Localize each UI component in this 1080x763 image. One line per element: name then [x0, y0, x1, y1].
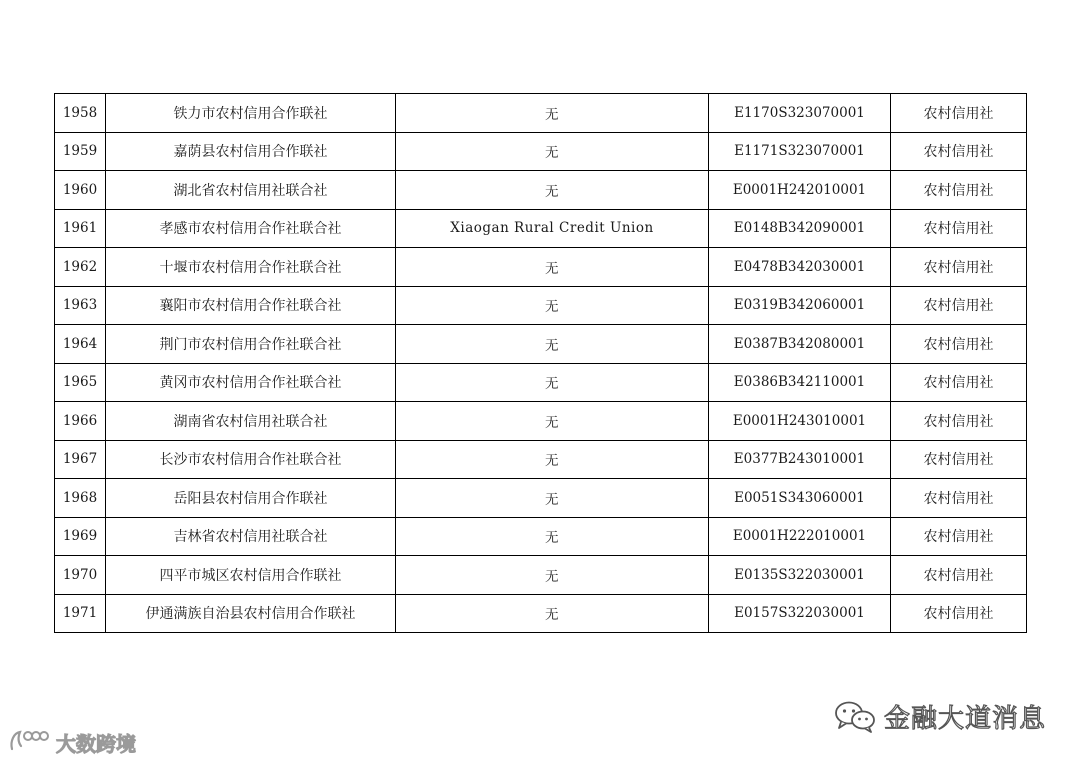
table-row	[55, 517, 1027, 556]
institution-name: 嘉荫县农村信用合作联社	[106, 132, 396, 171]
wechat-icon	[832, 699, 878, 733]
institution-name: 四平市城区农村信用合作联社	[106, 556, 396, 595]
institution-name: 荆门市农村信用合作社联合社	[106, 325, 396, 364]
watermark-wechat	[832, 694, 1046, 738]
institution-name: 孝感市农村信用合作社联合社	[106, 209, 396, 248]
table-row	[55, 402, 1027, 441]
institution-name: 襄阳市农村信用合作社联合社	[106, 286, 396, 325]
institution-code: E0001H222010001	[709, 517, 891, 556]
english-name: 无	[396, 363, 709, 402]
institution-name: 湖南省农村信用社联合社	[106, 402, 396, 441]
table-body	[55, 94, 1027, 633]
table-row	[55, 286, 1027, 325]
table-row	[55, 209, 1027, 248]
institution-type: 农村信用社	[891, 248, 1027, 287]
institution-type: 农村信用社	[891, 402, 1027, 441]
institution-type: 农村信用社	[891, 556, 1027, 595]
table-row	[55, 594, 1027, 633]
institution-type: 农村信用社	[891, 594, 1027, 633]
institution-code: E0157S322030001	[709, 594, 891, 633]
institution-type: 农村信用社	[891, 132, 1027, 171]
table-row	[55, 171, 1027, 210]
english-name: 无	[396, 286, 709, 325]
institution-name: 湖北省农村信用社联合社	[106, 171, 396, 210]
institution-type: 农村信用社	[891, 517, 1027, 556]
watermark-right-text: 金融大道消息	[884, 703, 1047, 734]
row-number: 1968	[55, 479, 106, 518]
english-name: 无	[396, 94, 709, 133]
institution-type: 农村信用社	[891, 286, 1027, 325]
table-row	[55, 94, 1027, 133]
institution-type: 农村信用社	[891, 479, 1027, 518]
row-number: 1960	[55, 171, 106, 210]
row-number: 1958	[55, 94, 106, 133]
english-name: 无	[396, 594, 709, 633]
english-name: 无	[396, 517, 709, 556]
institution-code: E0478B342030001	[709, 248, 891, 287]
institution-name: 长沙市农村信用合作社联合社	[106, 440, 396, 479]
institution-table	[54, 93, 1027, 633]
row-number: 1965	[55, 363, 106, 402]
institution-code: E0148B342090001	[709, 209, 891, 248]
institution-code: E0051S343060001	[709, 479, 891, 518]
english-name: 无	[396, 556, 709, 595]
english-name: 无	[396, 402, 709, 441]
logo-icon	[8, 727, 52, 757]
institution-code: E0377B243010001	[709, 440, 891, 479]
institution-code: E0319B342060001	[709, 286, 891, 325]
institution-type: 农村信用社	[891, 440, 1027, 479]
english-name: Xiaogan Rural Credit Union	[396, 209, 709, 248]
institution-type: 农村信用社	[891, 209, 1027, 248]
institution-type: 农村信用社	[891, 325, 1027, 364]
english-name: 无	[396, 248, 709, 287]
row-number: 1961	[55, 209, 106, 248]
english-name: 无	[396, 440, 709, 479]
table-row	[55, 363, 1027, 402]
institution-type: 农村信用社	[891, 94, 1027, 133]
row-number: 1970	[55, 556, 106, 595]
institution-code: E0001H243010001	[709, 402, 891, 441]
row-number: 1959	[55, 132, 106, 171]
row-number: 1964	[55, 325, 106, 364]
document-table-container	[54, 93, 1026, 633]
institution-code: E0001H242010001	[709, 171, 891, 210]
institution-name: 吉林省农村信用社联合社	[106, 517, 396, 556]
row-number: 1962	[55, 248, 106, 287]
row-number: 1969	[55, 517, 106, 556]
institution-type: 农村信用社	[891, 171, 1027, 210]
table-row	[55, 132, 1027, 171]
english-name: 无	[396, 479, 709, 518]
table-row	[55, 325, 1027, 364]
institution-code: E1171S323070001	[709, 132, 891, 171]
english-name: 无	[396, 171, 709, 210]
row-number: 1963	[55, 286, 106, 325]
row-number: 1971	[55, 594, 106, 633]
row-number: 1966	[55, 402, 106, 441]
english-name: 无	[396, 325, 709, 364]
watermark-brand	[8, 726, 136, 758]
row-number: 1967	[55, 440, 106, 479]
institution-code: E0135S322030001	[709, 556, 891, 595]
institution-code: E1170S323070001	[709, 94, 891, 133]
table-row	[55, 556, 1027, 595]
institution-name: 岳阳县农村信用合作联社	[106, 479, 396, 518]
institution-name: 铁力市农村信用合作联社	[106, 94, 396, 133]
english-name: 无	[396, 132, 709, 171]
table-row	[55, 248, 1027, 287]
institution-name: 黄冈市农村信用合作社联合社	[106, 363, 396, 402]
institution-code: E0387B342080001	[709, 325, 891, 364]
institution-name: 十堰市农村信用合作社联合社	[106, 248, 396, 287]
institution-code: E0386B342110001	[709, 363, 891, 402]
institution-type: 农村信用社	[891, 363, 1027, 402]
watermark-left-text: 大数跨境	[56, 731, 136, 756]
table-row	[55, 440, 1027, 479]
institution-name: 伊通满族自治县农村信用合作联社	[106, 594, 396, 633]
table-row	[55, 479, 1027, 518]
